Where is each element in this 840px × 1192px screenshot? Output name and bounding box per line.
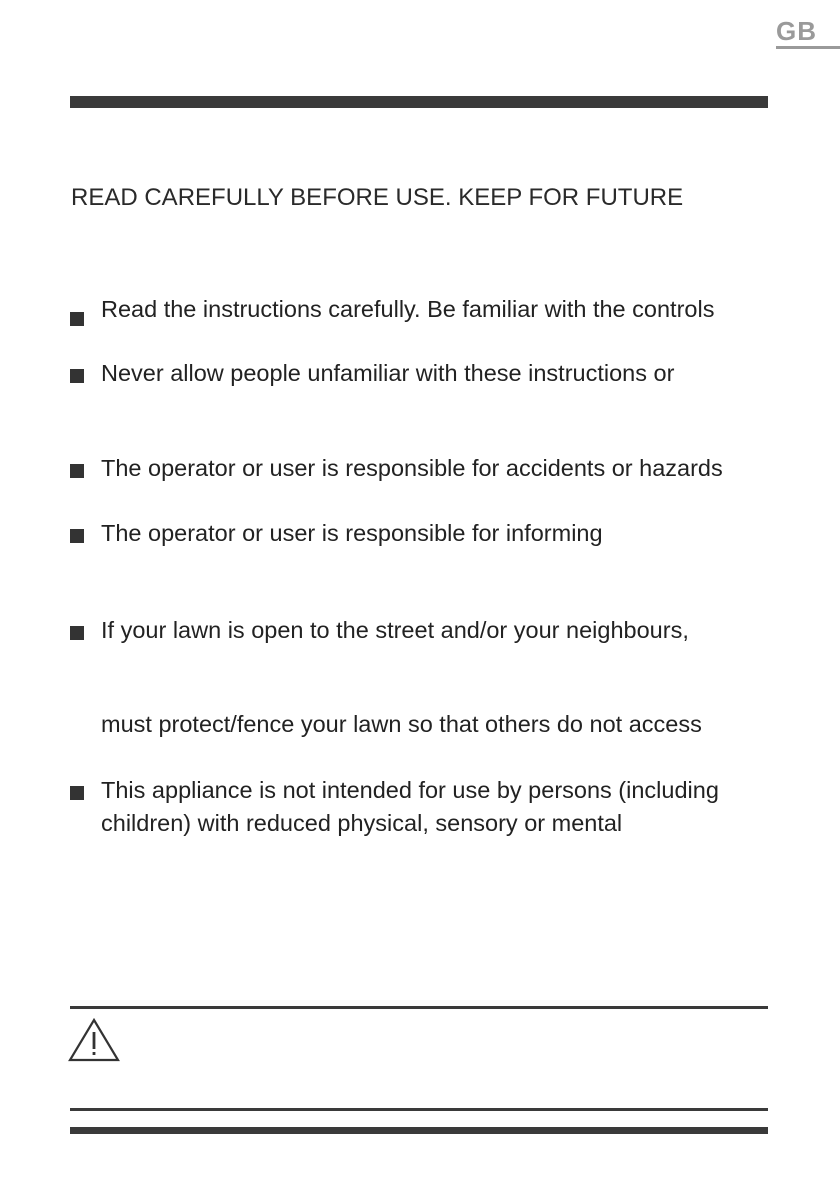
bullet-marker <box>70 529 84 543</box>
warning-bottom-rule <box>70 1108 768 1111</box>
bullet-marker <box>70 312 84 326</box>
bullet-marker <box>70 626 84 640</box>
section-heading: READ CAREFULLY BEFORE USE. KEEP FOR FUTURE <box>71 184 684 211</box>
warning-top-rule <box>70 1006 768 1009</box>
bullet-text-appliance-children: children) with reduced physical, sensory or mental <box>101 810 623 836</box>
bullet-text-read-instructions: Read the instructions carefully. Be familiar with the controls <box>101 296 715 322</box>
bullet-text-accidents-hazards: The operator or user is responsible for accidents or hazards <box>101 455 723 481</box>
language-tag-underline <box>776 46 840 49</box>
bullet-text-lawn-protect: must protect/fence your lawn so that others do not access <box>101 711 702 737</box>
language-tag: GB <box>776 16 817 46</box>
bullet-marker <box>70 786 84 800</box>
bullet-text-appliance-persons: This appliance is not intended for use by persons (including <box>101 777 719 803</box>
warning-triangle-icon <box>68 1018 120 1062</box>
bullet-text-never-allow: Never allow people unfamiliar with these instructions or <box>101 360 675 386</box>
bottom-divider-bar <box>70 1127 768 1134</box>
bullet-text-informing: The operator or user is responsible for informing <box>101 520 603 546</box>
top-divider-bar <box>70 96 768 108</box>
bullet-marker <box>70 369 84 383</box>
bullet-text-lawn-open: If your lawn is open to the street and/or your neighbours, <box>101 617 689 643</box>
bullet-marker <box>70 464 84 478</box>
